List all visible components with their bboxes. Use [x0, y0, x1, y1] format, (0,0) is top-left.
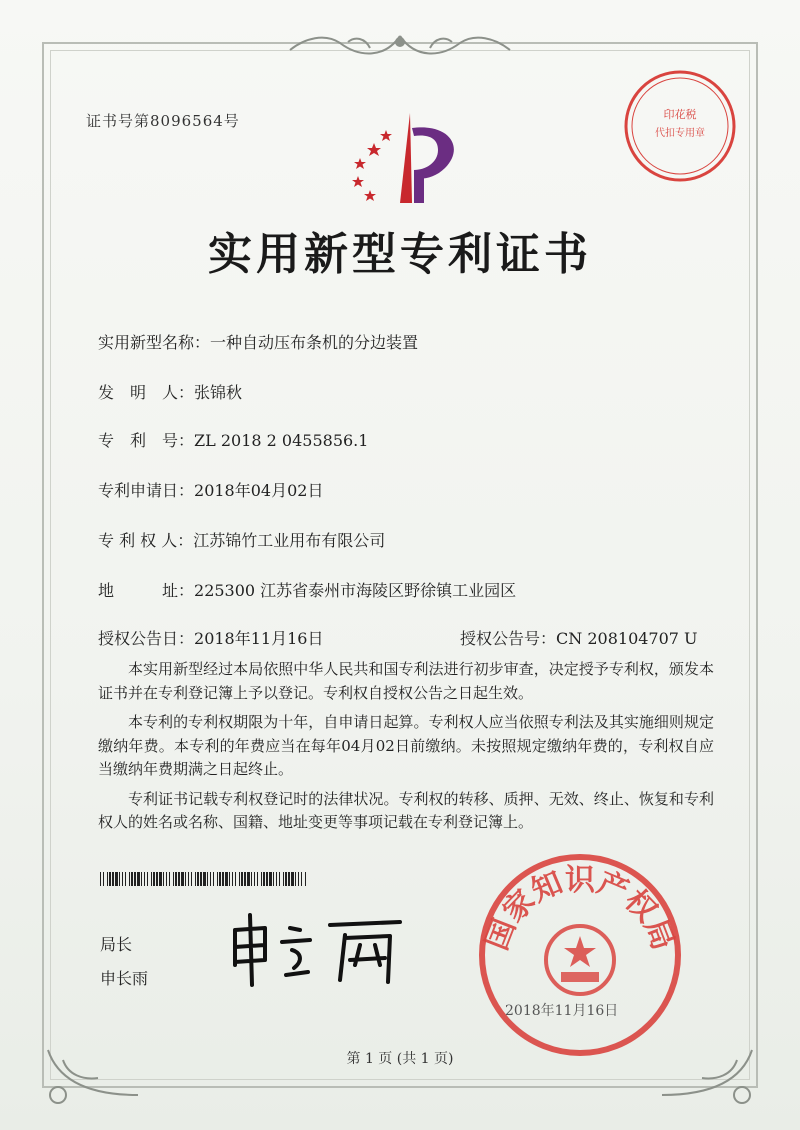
field-label: 地 址： — [98, 581, 195, 600]
field-grant-number — [460, 626, 698, 649]
body-paragraph: 本专利的专利权期限为十年，自申请日起算。专利权人应当依照专利法及其实施细则规定缴纳年费。本专利的年费应当在每年04月02日前缴纳。未按照规定缴纳年费的，专利权自应当缴纳年费期满之日起终止。 — [98, 713, 714, 778]
certificate-body — [98, 658, 714, 841]
top-ornament-icon — [270, 28, 530, 68]
field-value: 张锦秋 — [194, 383, 243, 402]
director-signature-icon — [220, 900, 420, 990]
field-value: 一种自动压布条机的分边装置 — [210, 333, 419, 352]
svg-text:印花税: 印花税 — [663, 108, 697, 121]
field-label: 专 利 权 人： — [98, 531, 194, 550]
body-paragraph: 专利证书记载专利权登记时的法律状况。专利权的转移、质押、无效、终止、恢复和专利权人的姓名或名称、国籍、地址变更等事项记载在专利登记簿上。 — [98, 789, 714, 831]
field-label: 发 明 人： — [98, 383, 195, 402]
field-label: 授权公告日： — [98, 629, 195, 648]
field-value: 2018年11月16日 — [194, 629, 324, 648]
patent-office-logo-icon — [340, 108, 470, 208]
field-label: 授权公告号： — [460, 629, 557, 648]
field-value: 2018年04月02日 — [194, 481, 324, 500]
certificate-number: 证书号第8096564号 — [86, 112, 240, 130]
director-title: 局长 — [100, 935, 133, 954]
certificate-title: 实用新型专利证书 — [208, 229, 592, 280]
svg-text:国家知识产权局: 国家知识产权局 — [479, 863, 681, 955]
field-utility-name — [98, 330, 418, 353]
field-label: 专 利 号： — [98, 431, 195, 450]
seal-date: 2018年11月16日 — [505, 1003, 619, 1019]
field-application-date — [98, 478, 323, 501]
field-value: 225300 江苏省泰州市海陵区野徐镇工业园区 — [194, 581, 517, 600]
body-paragraph: 本实用新型经过本局依照中华人民共和国专利法进行初步审查，决定授予专利权，颁发本证书并在专利登记簿上予以登记。专利权自授权公告之日起生效。 — [98, 660, 714, 702]
field-value: ZL 2018 2 0455856.1 — [194, 431, 369, 450]
field-patentee — [98, 528, 385, 551]
director-name: 申长雨 — [100, 969, 149, 988]
field-grant-date — [98, 626, 323, 649]
field-value: 江苏锦竹工业用布有限公司 — [193, 531, 386, 550]
field-inventor — [98, 380, 242, 403]
barcode-icon — [100, 872, 308, 886]
page-number: 第 1 页 (共 1 页) — [346, 1051, 454, 1067]
field-label: 实用新型名称： — [98, 333, 211, 352]
tax-stamp-icon — [620, 66, 740, 186]
field-patent-number — [98, 428, 368, 451]
field-address — [98, 578, 516, 601]
office-seal-icon — [475, 850, 685, 1060]
field-value: CN 208104707 U — [556, 629, 698, 648]
field-label: 专利申请日： — [98, 481, 195, 500]
svg-text:代扣专用章: 代扣专用章 — [655, 128, 705, 139]
